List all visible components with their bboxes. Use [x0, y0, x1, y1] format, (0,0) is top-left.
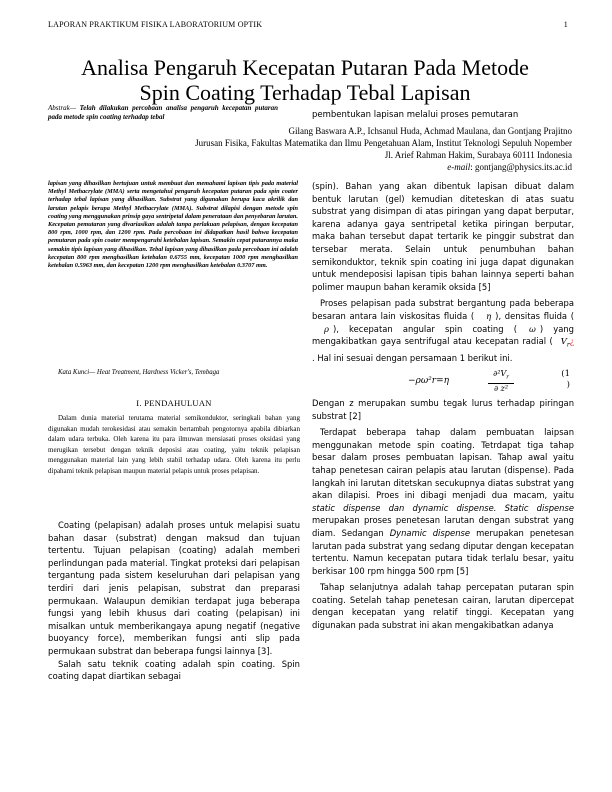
vr-subscript: r: [566, 341, 570, 349]
rp2-text-1: Proses pelapisan pada substrat bergantung pada beberapa besaran antara lain viskositas fluida (: [312, 298, 574, 321]
equation-number-top: (1: [561, 368, 570, 379]
right-paragraph-5: Tahap selanjutnya adalah tahap percepatan putaran spin coating. Setelah tahap penetesan cairan, larutan dipercepat dengan kecepatan yang relatif tinggi. Kecepatan yang digunakan pada substrat ini akan mengakibatkan adanya: [312, 582, 574, 631]
equation-fraction: [488, 369, 514, 394]
intro-paragraph-3: Salah satu teknik coating adalah spin coating. Spin coating dapat diartikan sebagai: [48, 658, 300, 682]
right-paragraph-3: Dengan z merupakan sumbu tegak lurus terhadap piringan substrat [2]: [312, 397, 574, 421]
email-label: e-mail: [447, 162, 471, 172]
right-paragraph-2: [312, 297, 574, 365]
author-email-line: [132, 161, 572, 173]
rp4-emphasis-1: static dispense dan dynamic dispense. Static dispense: [312, 502, 574, 513]
vr-tail: ¿: [569, 337, 574, 347]
intro-paragraph-1: Dalam dunia material terutama material semikonduktor, seringkali bahan yang digunakan mudah terokesidasi atau semakin bertambah pengotornya apabila dibiarkan dalam udara terbuka. Oleh karena itu para ilmuwan mensiasati proses oksidasi yang merugikan tersebut dengan teknik deposisi atau coating, yaitu teknik pelapisan menggunakan material lain yang lebih stabil terhadap udara. Oleh karena itu perlu dipahami teknik pelapisan maupun material pelapis untuk proses pelapisan.: [48, 414, 300, 475]
title-line-2: Spin Coating Terhadap Tebal Lapisan: [139, 80, 471, 105]
rp2-text-6: Hal ini sesuai dengan persamaan 1 berikut ini.: [317, 353, 513, 364]
intro-paragraph-2: Coating (pelapisan) adalah proses untuk melapisi suatu bahan dasar (substrat) dengan maksud dan tujuan tertentu. Tujuan pelapisan (coating) adalah memberi perlindungan pada material. Tingkat proteksi dari pelapisan tergantung pada sistem keseluruhan dari pelapisan yang terdiri dari jenis pelapisan, substrat dan preparasi permukaan. Walaupun demikian terdapat juga beberapa fungsi yang lebih khusus dari coating (pelapisan) ini misalkan untuk memberikangaya apung negatif (negative buoyancy force), memberikan fungsi anti slip pada permukaan substrat dan beberapa fungsi lainnya [3].: [48, 520, 300, 656]
running-title: LAPORAN PRAKTIKUM FISIKA LABORATORIUM OPTIK: [48, 20, 263, 29]
right-column-top-line: pembentukan lapisan melalui proses pemutaran: [312, 110, 519, 120]
equation-lhs: −ρω²r=η: [408, 375, 450, 386]
right-paragraph-4: [312, 426, 574, 577]
numerator-subscript: r: [506, 374, 509, 381]
radial-velocity-symbol: [553, 335, 574, 352]
vr-letter: V: [560, 336, 567, 347]
running-header: [48, 20, 568, 29]
page-number: 1: [563, 20, 568, 29]
equation-number: [561, 369, 570, 391]
paper-title: [30, 55, 580, 105]
equation-1: [312, 369, 574, 393]
equation-number-bottom: ): [566, 379, 570, 390]
abstract-body: lapisan yang dihasilkan bertujuan untuk membuat dan memahami lapisan tipis pada material Methyl Methacrylate (MMA) serta mengetahui pengaruh kecepatan putaran pada spin coater terhadap tebal lapisan yang dihasilkan. Substrat yang digunakan berupa kaca akrilik dan larutan pelapis berupa Methyl Methacrylate (MMA). Substrat dilapisi dengan metode spin coating yang menggunakan prinsip gaya sentripetal dalam penerataan dan penyebaran larutan. Kecepatan pemutaran yang divariasikan adalah tanpa perlakuan pelapisan, dengan kecepatan 800 rpm, 1000 rpm, dan 1200 rpm. Pada percobaan ini didapatkan hasil bahwa kecepatan pemutaran pada spin coater mempengaruhi ketebalan lapisan. Semakin cepat putarannya maka semakin tipis lapisan yang dihasilkan. Tebal lapisan yang dihasilkan pada percobaan ini adalah kecepatan 800 rpm menghasilkan ketebalan 0.6755 mm, kecepatan 1000 rpm menghasilkan ketebalan 0.5963 mm, dan kecepatan 1200 rpm menghasilkan ketebalan 0.3707 mm.: [48, 180, 298, 270]
keywords: Kata Kunci— Heat Treatment, Hardness Vicker's, Tembaga: [58, 369, 220, 376]
author-affiliation: Jurusan Fisika, Fakultas Matematika dan Ilmu Pengetahuan Alam, Institut Teknologi Sepuluh Nopember: [195, 138, 572, 148]
omega-symbol: ω: [528, 323, 536, 334]
email-address[interactable]: : gontjang@physics.its.ac.id: [470, 162, 572, 172]
author-block: [132, 125, 572, 173]
rp4-text-3: merupakan penetesan larutan pada substrat yang sedang diputar dengan kecepatan tertentu. Namun kecepatan putara tidak terlalu besar, yaitu berkisar 100 rpm hingga 500 rpm [5]: [312, 527, 574, 576]
rho-symbol: ρ: [324, 323, 329, 334]
rp2-text-5: .: [312, 353, 315, 364]
rp4-text-1: Terdapat beberapa tahap dalam pembuatan laipsan menggunakan metode spin coating. Tetrdapat tiga tahap besar dalam proses pembuatan lapisan. Tahap awal yaitu tahap penetesan cairan pelapis atau larutan (dispense). Pada langkah ini larutan ditetskan secukupnya diatas substrat yang akan dilapisi. Proes ini dibagi menjadi dua macam, yaitu: [312, 427, 574, 501]
numerator-text: ∂²V: [493, 368, 507, 378]
right-column-body: [312, 180, 574, 636]
equation-denominator: ∂ z²: [493, 383, 509, 393]
rp2-text-2: ), densitas fluida (: [495, 310, 574, 321]
rp2-text-3: ), kecepatan angular spin coating (: [332, 323, 517, 334]
author-address: Jl. Arief Rahman Hakim, Surabaya 60111 Indonesia: [384, 150, 572, 160]
rp4-text-2: merupakan proses penetesan larutan dengan substrat yang diam. Sedangan: [312, 515, 574, 538]
left-column-body: [48, 519, 300, 683]
rp4-emphasis-2: Dynamic dispense: [389, 527, 471, 538]
abstract-intro-text: Telah dilakukan percobaan analisa pengaruh kecepatan putaran pada metode spin coating terhadap tebal: [48, 104, 278, 121]
equation-numerator: [488, 369, 514, 384]
title-line-1: Analisa Pengaruh Kecepatan Putaran Pada Metode: [81, 55, 529, 80]
abstract-label: Abstrak—: [48, 104, 76, 112]
abstract-intro: [48, 104, 278, 122]
author-names: Gilang Baswara A.P., Ichsanul Huda, Achmad Maulana, dan Gontjang Prajitno: [288, 126, 572, 136]
eta-symbol: η: [486, 310, 492, 321]
right-paragraph-1: (spin). Bahan yang akan dibentuk lapisan dibuat dalam bentuk larutan (gel) kemudian diteteskan di atas suatu substrat yang disimpan di atas piringan yang dapat berputar, karena adanya gaya sentripetal ketika piringan berputar, maka bahan tersebut dapat tertarik ke pinggir substrat dan tersebar merata. Selain untuk penumbuhan bahan semikonduktor, teknik spin coating ini juga dapat digunakan untuk mendeposisi lapisan tipis bahan lainnya seperti bahan polimer maupun bahan keramik oksida [5]: [312, 181, 574, 292]
section-heading-introduction: I. PENDAHULUAN: [136, 398, 212, 408]
rp2-text-4: ) yang mengakibatkan gaya sentrifugal atau kecepatan radial (: [312, 323, 574, 347]
